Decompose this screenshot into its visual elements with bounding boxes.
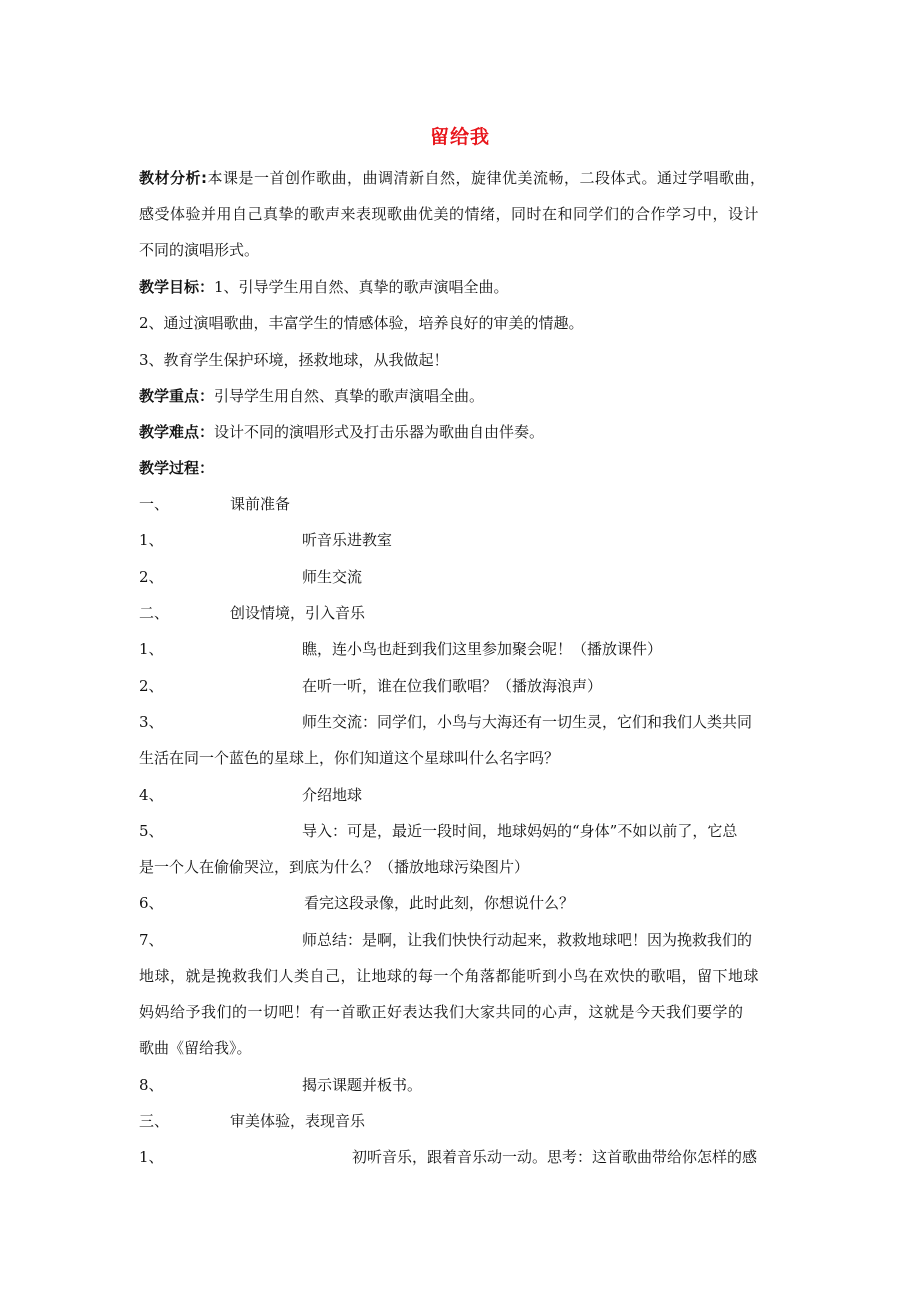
step-b7-text: 师总结：是啊，让我们快快行动起来，救救地球吧！因为挽救我们的	[302, 931, 753, 949]
step-b7-continuation-1: 地球，就是挽救我们人类自己，让地球的每一个角落都能听到小鸟在欢快的歌唱，留下地球	[139, 967, 760, 985]
step-c1-number: 1、	[139, 1148, 164, 1166]
step-b7-number: 7、	[139, 931, 164, 949]
section-1-title: 课前准备	[230, 495, 291, 513]
step-b3-continuation: 生活在同一个蓝色的星球上，你们知道这个星球叫什么名字吗？	[139, 749, 560, 767]
section-2-number: 二、	[139, 604, 170, 622]
analysis-label: 教材分析:	[139, 169, 208, 187]
section-1-number: 一、	[139, 495, 170, 513]
section-3-title: 审美体验，表现音乐	[230, 1112, 366, 1130]
goals-label: 教学目标：	[139, 278, 215, 296]
difficulty-line	[139, 422, 544, 442]
step-a2-number: 2、	[139, 568, 164, 586]
step-b3-number: 3、	[139, 713, 164, 731]
step-b7-continuation-2: 妈妈给予我们的一切吧！有一首歌正好表达我们大家共同的心声，这就是今天我们要学的	[139, 1003, 744, 1021]
difficulty-text: 设计不同的演唱形式及打击乐器为歌曲自由伴奏。	[214, 423, 545, 441]
step-b1-text: 瞧，连小鸟也赶到我们这里参加聚会呢！（播放课件）	[302, 640, 663, 658]
step-b8-number: 8、	[139, 1076, 164, 1094]
goals-line-1	[139, 277, 509, 297]
step-b2-text: 在听一听，谁在位我们歌唱？（播放海浪声）	[302, 677, 603, 695]
step-a1-text: 听音乐进教室	[302, 531, 393, 549]
step-b4-text: 介绍地球	[302, 786, 363, 804]
step-b6-number: 6、	[139, 894, 164, 912]
analysis-text-1: 本课是一首创作歌曲，曲调清新自然，旋律优美流畅，二段体式。通过学唱歌曲，	[207, 169, 766, 187]
section-3-number: 三、	[139, 1112, 170, 1130]
document-title: 留给我	[429, 126, 490, 148]
step-b1-number: 1、	[139, 640, 164, 658]
section-2-title: 创设情境，引入音乐	[230, 604, 366, 622]
step-b5-continuation: 是一个人在偷偷哭泣，到底为什么？（播放地球污染图片）	[139, 858, 530, 876]
goal-item-2: 2、通过演唱歌曲，丰富学生的情感体验，培养良好的审美的情趣。	[139, 314, 584, 332]
goal-item-3: 3、教育学生保护环境，拯救地球，从我做起！	[139, 351, 449, 369]
key-point-text: 引导学生用自然、真挚的歌声演唱全曲。	[214, 387, 485, 405]
step-a2-text: 师生交流	[302, 568, 363, 586]
analysis-line-2: 感受体验并用自己真挚的歌声来表现歌曲优美的情绪，同时在和同学们的合作学习中，设计	[139, 205, 760, 223]
step-a1-number: 1、	[139, 531, 164, 549]
step-b5-number: 5、	[139, 822, 164, 840]
key-point-line	[139, 386, 484, 406]
step-b6-text: 看完这段录像，此时此刻，你想说什么？	[304, 894, 575, 912]
step-b7-continuation-3: 歌曲《留给我》。	[139, 1039, 252, 1057]
step-b3-text: 师生交流：同学们，小鸟与大海还有一切生灵，它们和我们人类共同	[302, 713, 753, 731]
step-b2-number: 2、	[139, 677, 164, 695]
analysis-line-1	[139, 168, 766, 188]
difficulty-label: 教学难点：	[139, 423, 215, 441]
step-b8-text: 揭示课题并板书。	[302, 1076, 423, 1094]
step-b4-number: 4、	[139, 786, 164, 804]
key-point-label: 教学重点：	[139, 387, 215, 405]
analysis-line-3: 不同的演唱形式。	[139, 241, 260, 259]
goal-item-1: 1、引导学生用自然、真挚的歌声演唱全曲。	[214, 278, 509, 296]
step-c1-text: 初听音乐，跟着音乐动一动。思考：这首歌曲带给你怎样的感	[352, 1148, 758, 1166]
process-label: 教学过程：	[139, 459, 215, 477]
step-b5-text: 导入：可是，最近一段时间，地球妈妈的“身体”不如以前了，它总	[302, 822, 738, 840]
